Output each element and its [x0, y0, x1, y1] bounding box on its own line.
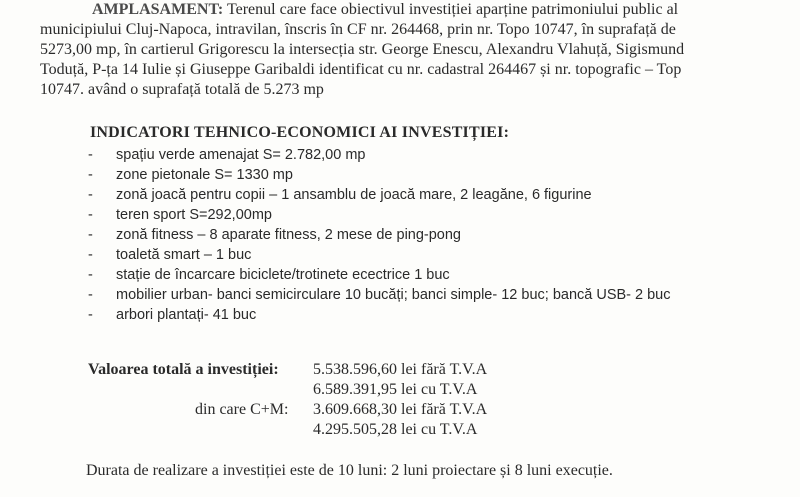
- list-item: - toaletă smart – 1 buc: [88, 247, 252, 263]
- bullet-dash: -: [88, 167, 93, 183]
- durata-paragraph: Durata de realizare a investiției este de 10 luni: 2 luni proiectare și 8 luni execuție.: [86, 462, 613, 479]
- bullet-dash: -: [88, 207, 93, 223]
- list-item: - arbori plantați- 41 buc: [88, 307, 257, 323]
- valoare-row: [88, 420, 688, 440]
- valoare-total-label: Valoarea totală a investiției:: [88, 361, 279, 378]
- bullet-dash: -: [88, 147, 93, 163]
- valoare-total-fara-tva: 5.538.596,60 lei fără T.V.A: [313, 361, 488, 378]
- indicatori-heading: INDICATORI TEHNICO-ECONOMICI AI INVESTIȚIEI:: [90, 124, 510, 141]
- valoare-row: [88, 360, 688, 380]
- indicatori-list: [88, 145, 688, 325]
- amplasament-line-3: 5273,00 mp, în cartierul Grigorescu la intersecția str. George Enescu, Alexandru Vlahuță, Sigismund: [40, 41, 685, 58]
- valoare-block: [88, 360, 688, 440]
- amplasament-label: AMPLASAMENT:: [92, 1, 224, 18]
- list-item: - spațiu verde amenajat S= 2.782,00 mp: [88, 147, 366, 163]
- bullet-dash: -: [88, 227, 93, 243]
- amplasament-line-1: AMPLASAMENT: Terenul care face obiectivul investiției aparține patrimoniului public al: [92, 1, 679, 18]
- list-item: - stație de încarcare biciclete/trotinete ecectrice 1 buc: [88, 267, 450, 283]
- bullet-dash: -: [88, 307, 93, 323]
- amplasament-line-4: Toduță, P-ța 14 Iulie și Giuseppe Garibaldi identificat cu nr. cadastral 264467 și nr. topografic – Top: [40, 61, 682, 78]
- bullet-dash: -: [88, 267, 93, 283]
- bullet-dash: -: [88, 187, 93, 203]
- list-item: - zonă fitness – 8 aparate fitness, 2 mese de ping-pong: [88, 227, 461, 243]
- valoare-total-cu-tva: 6.589.391,95 lei cu T.V.A: [313, 381, 478, 398]
- valoare-cm-fara-tva: 3.609.668,30 lei fără T.V.A: [313, 401, 488, 418]
- valoare-row: [88, 380, 688, 400]
- amplasament-line-5: 10747. având o suprafață totală de 5.273 mp: [40, 81, 324, 98]
- valoare-row: [88, 400, 688, 420]
- list-item: - zone pietonale S= 1330 mp: [88, 167, 293, 183]
- bullet-dash: -: [88, 247, 93, 263]
- valoare-cm-cu-tva: 4.295.505,28 lei cu T.V.A: [313, 421, 478, 438]
- list-item: - mobilier urban- banci semicirculare 10 bucăți; banci simple- 12 buc; bancă USB- 2 buc: [88, 287, 671, 303]
- valoare-cm-label: din care C+M:: [195, 401, 289, 418]
- bullet-dash: -: [88, 287, 93, 303]
- list-item: - teren sport S=292,00mp: [88, 207, 272, 223]
- amplasament-line-2: municipiului Cluj-Napoca, intravilan, înscris în CF nr. 264468, prin nr. Topo 10747, în suprafață de: [40, 21, 676, 38]
- list-item: - zonă joacă pentru copii – 1 ansamblu de joacă mare, 2 leagăne, 6 figurine: [88, 187, 592, 203]
- amplasament-paragraph: [40, 0, 785, 100]
